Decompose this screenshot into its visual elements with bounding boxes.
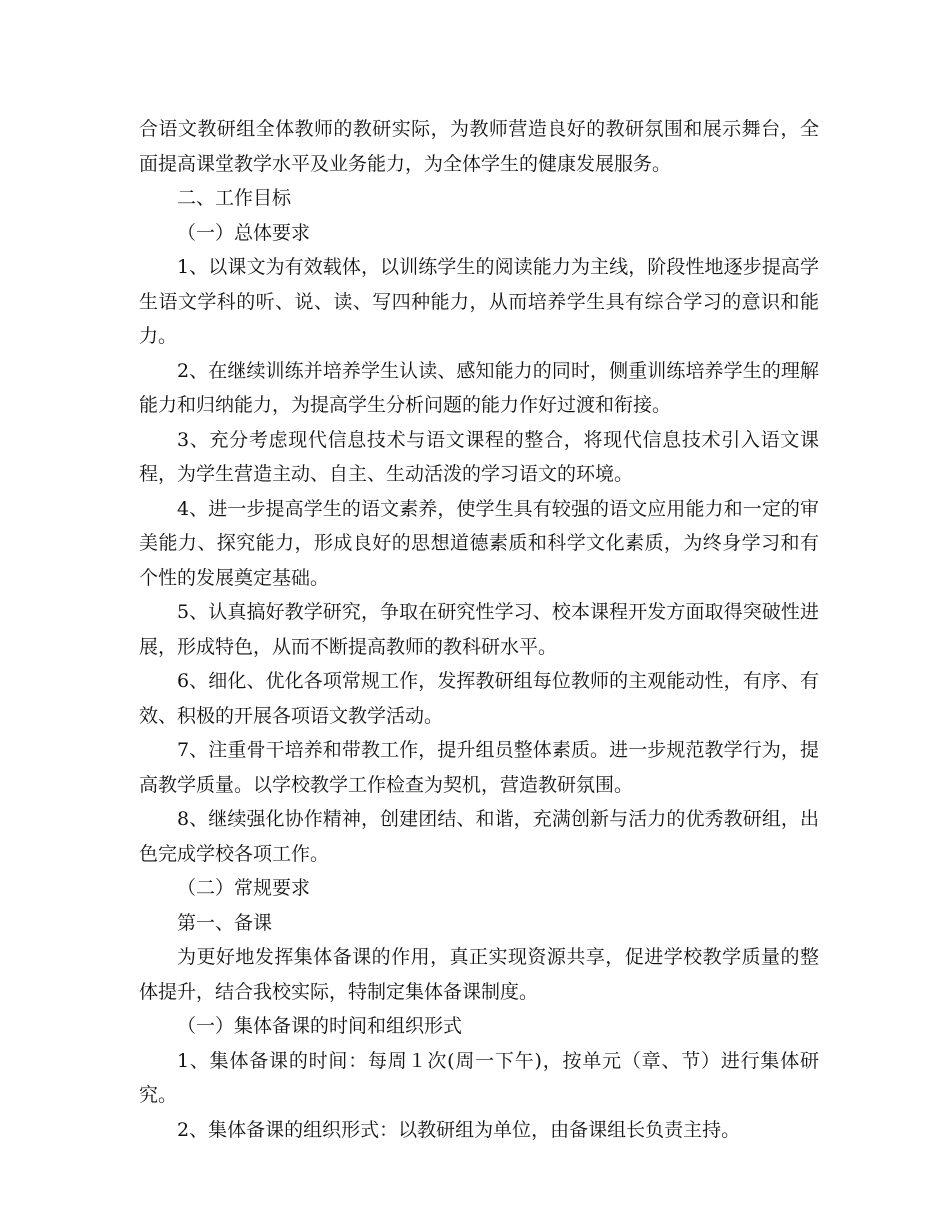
list-item: 4、进一步提高学生的语文素养，使学生具有较强的语文应用能力和一定的审美能力、探究能力，形成良好的思想道德素质和科学文化素质，为终身学习和有个性的发展奠定基础。	[139, 497, 819, 589]
document-body	[139, 112, 819, 1147]
subsection-heading: （一）集体备课的时间和组织形式	[177, 1015, 463, 1037]
list-item: 7、注重骨干培养和带教工作，提升组员整体素质。进一步规范教学行为，提高教学质量。以学校教学工作检查为契机，营造教研氛围。	[139, 739, 819, 796]
list-item: 2、在继续训练并培养学生认读、感知能力的同时，侧重训练培养学生的理解能力和归纳能力，为提高学生分析问题的能力作好过渡和衔接。	[139, 359, 819, 416]
list-item: 1、集体备课的时间：每周１次(周一下午)，按单元（章、节）进行集体研究。	[139, 1049, 819, 1106]
subsection-heading: （一）总体要求	[177, 221, 311, 244]
list-item: 1、以课文为有效载体，以训练学生的阅读能力为主线，阶段性地逐步提高学生语文学科的听、说、读、写四种能力，从而培养学生具有综合学习的意识和能力。	[139, 256, 819, 347]
list-item: 8、继续强化协作精神，创建团结、和谐，充满创新与活力的优秀教研组，出色完成学校各项工作。	[139, 808, 819, 865]
list-item: 3、充分考虑现代信息技术与语文课程的整合，将现代信息技术引入语文课程，为学生营造主动、自主、生动活泼的学习语文的环境。	[139, 428, 819, 485]
list-item: 6、细化、优化各项常规工作，发挥教研组每位教师的主观能动性，有序、有效、积极的开展各项语文教学活动。	[139, 670, 819, 727]
subsection-heading: （二）常规要求	[177, 877, 311, 899]
paragraph: 合语文教研组全体教师的教研实际，为教师营造良好的教研氛围和展示舞台，全面提高课堂教学水平及业务能力，为全体学生的健康发展服务。	[139, 118, 819, 175]
item-heading: 第一、备课	[177, 911, 273, 934]
list-item: 2、集体备课的组织形式：以教研组为单位，由备课组长负责主持。	[177, 1118, 741, 1141]
list-item: 5、认真搞好教学研究，争取在研究性学习、校本课程开发方面取得突破性进展，形成特色，从而不断提高教师的教科研水平。	[139, 601, 819, 658]
paragraph: 为更好地发挥集体备课的作用，真正实现资源共享，促进学校教学质量的整体提升，结合我校实际，特制定集体备课制度。	[139, 946, 819, 1003]
section-heading: 二、工作目标	[177, 187, 292, 209]
